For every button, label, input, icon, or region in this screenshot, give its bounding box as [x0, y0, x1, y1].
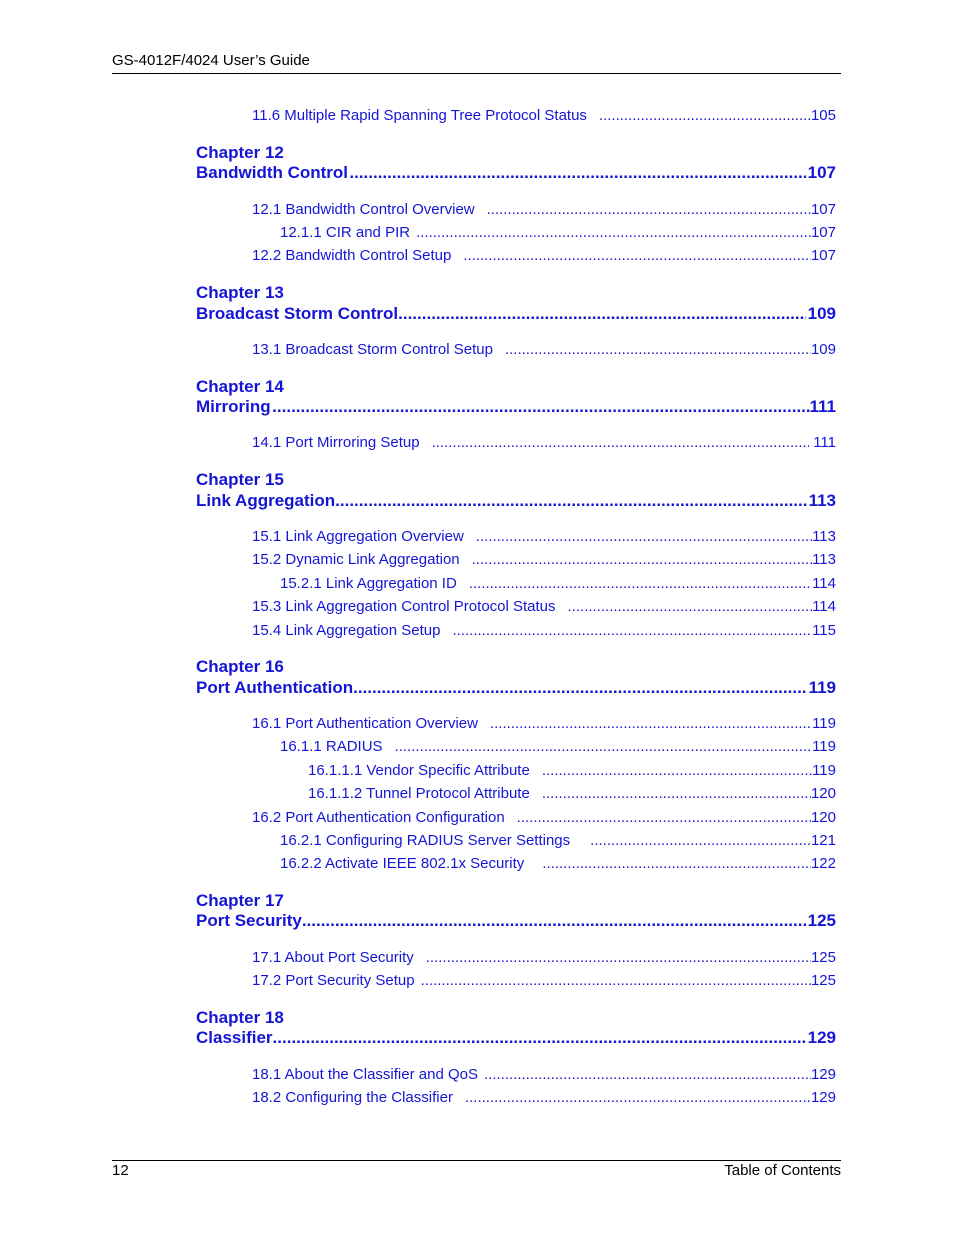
toc-entry-17-1[interactable]: 17.1 About Port Security ..... 125 [252, 948, 836, 968]
chapter-16-title[interactable]: Port Authentication ..... 119 [196, 677, 836, 699]
toc-entry-15-3[interactable]: 15.3 Link Aggregation Control Protocol Status ..... 114 [252, 597, 836, 617]
chapter-12-title[interactable]: Bandwidth Control ..... 107 [196, 162, 836, 184]
chapter-13-title[interactable]: Broadcast Storm Control ..... 109 [196, 303, 836, 325]
toc-entry-17-2[interactable]: 17.2 Port Security Setup ..... 125 [252, 971, 836, 991]
toc-page-number: 119 [812, 715, 836, 732]
footer-divider [112, 1160, 841, 1161]
dot-leader [463, 246, 811, 266]
toc-page-number: 109 [810, 341, 836, 358]
toc-page-number: 120 [810, 785, 836, 802]
toc-page-number: 107 [810, 247, 836, 264]
dot-leader [542, 784, 811, 804]
toc-entry-13-1[interactable]: 13.1 Broadcast Storm Control Setup ..... 109 [252, 340, 836, 360]
toc-page-number: 129 [810, 1066, 836, 1083]
chapter-18-title[interactable]: Classifier ..... 129 [196, 1027, 836, 1049]
toc-entry-15-2-1[interactable]: 15.2.1 Link Aggregation ID ..... 114 [280, 574, 836, 594]
chapter-page-number: 129 [807, 1028, 836, 1047]
chapter-14-label[interactable]: Chapter 14 [196, 377, 284, 396]
toc-entry-11-6[interactable]: 11.6 Multiple Rapid Spanning Tree Protocol Status ..... 105 [252, 106, 836, 126]
toc-page-number: 113 [812, 551, 836, 568]
toc-page-number: 107 [810, 224, 836, 241]
toc-entry-15-4[interactable]: 15.4 Link Aggregation Setup ..... 115 [252, 621, 836, 641]
toc-entry-16-2-2[interactable]: 16.2.2 Activate IEEE 802.1x Security ..... 122 [280, 854, 836, 874]
toc-page-number: 105 [810, 107, 836, 124]
chapter-page-number: 107 [807, 163, 836, 182]
chapter-15-title[interactable]: Link Aggregation ..... 113 [196, 490, 836, 512]
chapter-16-label[interactable]: Chapter 16 [196, 657, 284, 676]
chapter-18-label[interactable]: Chapter 18 [196, 1008, 284, 1027]
dot-leader [472, 550, 812, 570]
toc-entry-14-1[interactable]: 14.1 Port Mirroring Setup ..... 111 [252, 433, 836, 453]
dot-leader [273, 1027, 807, 1049]
toc-page-number: 125 [810, 972, 836, 989]
toc-entry-15-1[interactable]: 15.1 Link Aggregation Overview ..... 113 [252, 527, 836, 547]
toc-entry-12-1[interactable]: 12.1 Bandwidth Control Overview ..... 107 [252, 200, 836, 220]
chapter-page-number: 125 [807, 911, 836, 930]
toc-page-number: 121 [810, 832, 836, 849]
chapter-page-number: 111 [809, 397, 836, 416]
toc-entry-12-1-1[interactable]: 12.1.1 CIR and PIR ..... 107 [280, 223, 836, 243]
chapter-12-label[interactable]: Chapter 12 [196, 143, 284, 162]
toc-page-number: 119 [812, 738, 836, 755]
dot-leader [542, 761, 812, 781]
dot-leader [416, 223, 811, 243]
toc-page-number: 120 [810, 809, 836, 826]
toc-entry-18-1[interactable]: 18.1 About the Classifier and QoS ..... 129 [252, 1065, 836, 1085]
dot-leader [302, 910, 806, 932]
footer-section-title: Table of Contents [724, 1162, 841, 1179]
dot-leader [490, 714, 812, 734]
dot-leader [426, 948, 811, 968]
dot-leader [599, 106, 811, 126]
dot-leader [505, 340, 811, 360]
dot-leader [432, 433, 810, 453]
running-header-title: GS-4012F/4024 User’s Guide [112, 52, 310, 69]
dot-leader [398, 303, 806, 325]
dot-leader [568, 597, 813, 617]
toc-entry-18-2[interactable]: 18.2 Configuring the Classifier ..... 129 [252, 1088, 836, 1108]
toc-page-number: 115 [812, 622, 836, 639]
dot-leader [517, 808, 811, 828]
chapter-13-label[interactable]: Chapter 13 [196, 283, 284, 302]
dot-leader [335, 490, 807, 512]
dot-leader [542, 854, 811, 874]
toc-entry-16-1-1-2[interactable]: 16.1.1.2 Tunnel Protocol Attribute ..... 120 [308, 784, 836, 804]
toc-page-number: 125 [810, 949, 836, 966]
toc-entry-16-1-1-1[interactable]: 16.1.1.1 Vendor Specific Attribute ..... 119 [308, 761, 836, 781]
chapter-17-label[interactable]: Chapter 17 [196, 891, 284, 910]
chapter-17-title[interactable]: Port Security ..... 125 [196, 910, 836, 932]
dot-leader [590, 831, 811, 851]
dot-leader [452, 621, 812, 641]
toc-entry-12-2[interactable]: 12.2 Bandwidth Control Setup ..... 107 [252, 246, 836, 266]
chapter-page-number: 109 [807, 304, 836, 323]
toc-page-number: 111 [813, 434, 836, 451]
dot-leader [469, 574, 812, 594]
dot-leader [487, 200, 811, 220]
dot-leader [272, 396, 809, 418]
dot-leader [353, 677, 807, 699]
toc-page-number: 114 [812, 598, 836, 615]
toc-entry-15-2[interactable]: 15.2 Dynamic Link Aggregation ..... 113 [252, 550, 836, 570]
dot-leader [465, 1088, 811, 1108]
toc-page-number: 114 [812, 575, 836, 592]
dot-leader [484, 1065, 811, 1085]
toc-page-number: 113 [812, 528, 836, 545]
toc-entry-16-2-1[interactable]: 16.2.1 Configuring RADIUS Server Settings ..... 121 [280, 831, 836, 851]
dot-leader [395, 737, 813, 757]
toc-entry-16-1[interactable]: 16.1 Port Authentication Overview ..... 119 [252, 714, 836, 734]
dot-leader [421, 971, 811, 991]
chapter-15-label[interactable]: Chapter 15 [196, 470, 284, 489]
footer-page-number: 12 [112, 1162, 129, 1179]
toc-page-number: 122 [810, 855, 836, 872]
toc-page-number: 119 [812, 762, 836, 779]
toc-page-number: 129 [810, 1089, 836, 1106]
toc-page-number: 107 [810, 201, 836, 218]
chapter-page-number: 119 [808, 678, 836, 697]
toc-entry-16-2[interactable]: 16.2 Port Authentication Configuration ..... 120 [252, 808, 836, 828]
chapter-page-number: 113 [808, 491, 836, 510]
toc-entry-16-1-1[interactable]: 16.1.1 RADIUS ..... 119 [280, 737, 836, 757]
chapter-14-title[interactable]: Mirroring ..... 111 [196, 396, 836, 418]
dot-leader [476, 527, 812, 547]
dot-leader [349, 162, 806, 184]
